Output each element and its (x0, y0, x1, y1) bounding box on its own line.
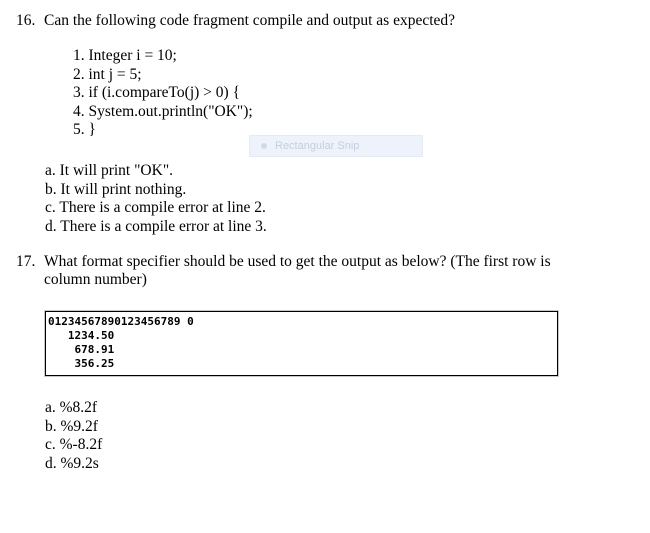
question-16 (16, 12, 636, 30)
question-16-text: Can the following code fragment compile and output as expected? (44, 12, 456, 29)
option-d: d. There is a compile error at line 3. (45, 217, 267, 235)
option-a: a. %8.2f (45, 399, 98, 416)
snip-label: Rectangular Snip (275, 140, 360, 152)
option-d: d. %9.2s (45, 454, 99, 472)
rectangular-snip-tooltip[interactable] (249, 135, 423, 157)
question-17-options (45, 399, 102, 473)
code-line: 1. Integer i = 10; (73, 47, 177, 64)
output-line: 1234.50 (48, 329, 115, 342)
snip-icon (261, 143, 267, 149)
option-b: b. It will print nothing. (45, 180, 187, 198)
option-c: c. There is a compile error at line 2. (45, 199, 266, 216)
output-line: 356.25 (48, 357, 115, 370)
code-fragment (73, 47, 253, 140)
output-box (45, 311, 558, 376)
code-line: 5. } (73, 121, 96, 138)
question-17 (16, 253, 576, 289)
code-line: 4. System.out.println("OK"); (73, 102, 253, 120)
output-line: 01234567890123456789 0 (48, 315, 194, 328)
question-17-number: 17. (16, 253, 36, 270)
option-b: b. %9.2f (45, 417, 98, 435)
option-c: c. %-8.2f (45, 436, 103, 453)
question-17-text: What format specifier should be used to get the output as below? (The first row is column number) (44, 253, 551, 288)
output-line: 678.91 (48, 343, 115, 356)
code-line: 2. int j = 5; (73, 65, 142, 83)
question-16-options (45, 162, 267, 236)
question-16-number: 16. (16, 12, 36, 29)
code-line: 3. if (i.compareTo(j) > 0) { (73, 84, 241, 101)
option-a: a. It will print "OK". (45, 162, 174, 179)
